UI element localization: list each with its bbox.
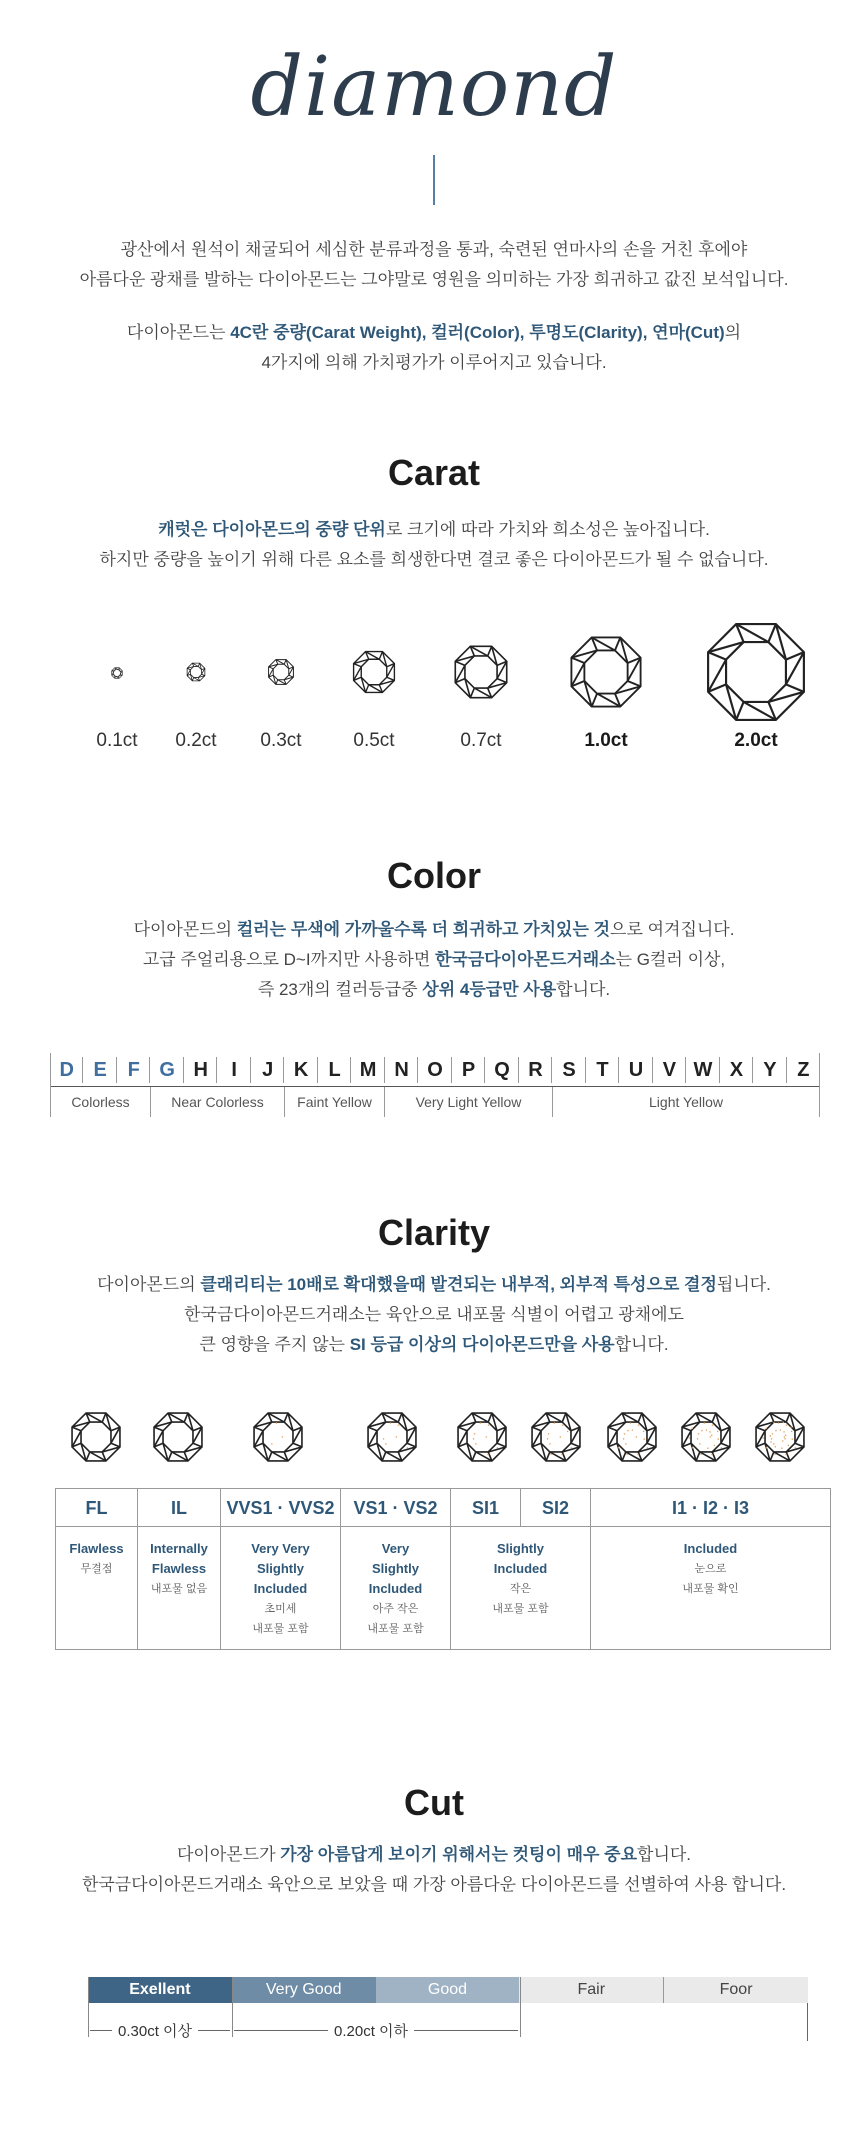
color-letters xyxy=(50,1053,820,1087)
cut-line1-post: 합니다. xyxy=(637,1845,692,1864)
clarity-cell-i xyxy=(591,1527,830,1649)
color-letter-f: F xyxy=(117,1053,150,1086)
clarity-table-header xyxy=(56,1489,830,1527)
clarity-ko-si: 작은 내포물 포함 xyxy=(492,1583,549,1615)
clarity-diamond-7 xyxy=(679,1410,733,1469)
clarity-head-si1: SI1 xyxy=(451,1489,521,1526)
clarity-en-i: Included xyxy=(683,1541,738,1556)
carat-line-2: 하지만 중량을 높이기 위해 다른 요소를 희생한다면 결코 좋은 다이아몬드가 될 수 없습니다. xyxy=(99,550,769,569)
clarity-diamond-3 xyxy=(365,1410,419,1469)
clarity-diamond-8 xyxy=(753,1410,807,1469)
color-line1-highlight: 컬러는 무색에 가까울수록 더 희귀하고 가치있는 것 xyxy=(236,920,611,939)
carat-label-5: 1.0ct xyxy=(584,730,628,751)
carat-diamond-4 xyxy=(452,643,510,706)
carat-diamond-1 xyxy=(186,662,206,687)
diamond-icon xyxy=(452,643,510,701)
color-letter-q: Q xyxy=(485,1053,518,1086)
color-line2-pre: 고급 주얼리용으로 D~I까지만 사용하면 xyxy=(142,950,435,969)
clarity-line3-pre: 큰 영향을 주지 않는 xyxy=(199,1335,350,1354)
clarity-table-body xyxy=(56,1527,830,1649)
clarity-en-fl: Flawless xyxy=(69,1541,124,1556)
diamond-icon xyxy=(111,667,123,679)
fourc-post: 의 xyxy=(724,323,742,342)
color-line-1 xyxy=(0,915,868,945)
clarity-en-vs: Very Slightly Included xyxy=(368,1541,423,1596)
clarity-head-il: IL xyxy=(138,1489,221,1526)
color-group-light-yellow: Light Yellow xyxy=(552,1087,820,1117)
color-letter-x: X xyxy=(720,1053,753,1086)
clarity-line1-post: 됩니다. xyxy=(716,1275,771,1294)
diamond-icon xyxy=(753,1410,807,1464)
cut-grade-very-good: Very Good xyxy=(232,1977,376,2003)
clarity-head-si2: SI2 xyxy=(521,1489,591,1526)
clarity-head-vvs: VVS1 · VVS2 xyxy=(221,1489,341,1526)
clarity-line-1 xyxy=(0,1270,868,1300)
diamond-icon xyxy=(702,618,810,726)
carat-label-3: 0.5ct xyxy=(353,730,395,751)
color-line2-highlight: 한국금다이아몬드거래소 xyxy=(434,950,616,969)
clarity-diamond-0 xyxy=(69,1410,123,1469)
color-letter-g: G xyxy=(150,1053,183,1086)
color-letter-v: V xyxy=(653,1053,686,1086)
clarity-line-2: 한국금다이아몬드거래소는 육안으로 내포물 식별이 어렵고 광채에도 xyxy=(184,1305,684,1324)
carat-diamond-2 xyxy=(267,658,295,691)
diamond-icon xyxy=(351,649,397,695)
diamond-icon xyxy=(567,633,645,711)
color-letter-t: T xyxy=(586,1053,619,1086)
clarity-line3-post: 합니다. xyxy=(614,1335,669,1354)
color-line1-post: 으로 여겨집니다. xyxy=(610,920,735,939)
cut-line1-pre: 다이아몬드가 xyxy=(176,1845,281,1864)
clarity-ko-i: 눈으로 내포물 확인 xyxy=(682,1563,739,1595)
color-groups xyxy=(50,1087,820,1117)
color-line3-highlight: 상위 4등급만 사용 xyxy=(422,980,557,999)
clarity-title: Clarity xyxy=(377,1212,491,1253)
color-letter-l: L xyxy=(318,1053,351,1086)
color-letter-j: J xyxy=(251,1053,284,1086)
clarity-diamond-1 xyxy=(151,1410,205,1469)
clarity-head-fl: FL xyxy=(56,1489,138,1526)
clarity-line-3 xyxy=(0,1330,868,1360)
fourc-line-2: 4가지에 의해 가치평가가 이루어지고 있습니다. xyxy=(261,353,607,372)
clarity-line3-highlight: SI 등급 이상의 다이아몬드만을 사용 xyxy=(349,1335,615,1354)
color-group-faint-yellow: Faint Yellow xyxy=(284,1087,384,1117)
cut-grade-foor: Foor xyxy=(663,1977,808,2003)
clarity-line1-pre: 다이아몬드의 xyxy=(97,1275,201,1294)
color-letter-h: H xyxy=(184,1053,217,1086)
clarity-en-il: Internally Flawless xyxy=(150,1541,208,1576)
clarity-ko-il: 내포물 없음 xyxy=(150,1583,208,1595)
carat-diamond-6 xyxy=(702,618,810,731)
cut-scale xyxy=(88,1977,808,2003)
color-letter-s: S xyxy=(552,1053,585,1086)
clarity-diamond-4 xyxy=(455,1410,509,1469)
color-letter-d: D xyxy=(50,1053,83,1086)
clarity-en-vvs: Very Very Slightly Included xyxy=(251,1541,310,1596)
fourc-pre: 다이아몬드는 xyxy=(126,323,231,342)
color-title: Color xyxy=(387,855,481,896)
color-line2-post: 는 G컬러 이상, xyxy=(615,950,726,969)
fourc-highlight: 4C란 중량(Carat Weight), 컬러(Color), 투명도(Clarity), 연마(Cut) xyxy=(230,323,725,342)
color-letter-e: E xyxy=(83,1053,116,1086)
cut-line1-highlight: 가장 아름답게 보이기 위해서는 컷팅이 매우 중요 xyxy=(280,1845,638,1864)
diamond-icon xyxy=(679,1410,733,1464)
clarity-cell-il xyxy=(138,1527,221,1649)
cut-line-2: 한국금다이아몬드거래소 육안으로 보았을 때 가장 아름다운 다이아몬드를 선별하여 사용 합니다. xyxy=(81,1875,787,1894)
intro-line-1: 광산에서 원석이 채굴되어 세심한 분류과정을 통과, 숙련된 연마사의 손을 거친 후에야 xyxy=(120,240,748,259)
diamond-icon xyxy=(151,1410,205,1464)
cut-range-label-2: 0.20ct 이하 xyxy=(328,2020,414,2041)
carat-title: Carat xyxy=(387,452,481,493)
clarity-text xyxy=(0,1270,868,1360)
clarity-ko-fl: 무결점 xyxy=(80,1563,113,1575)
color-letter-p: P xyxy=(452,1053,485,1086)
carat-label-4: 0.7ct xyxy=(460,730,502,751)
cut-tick-end xyxy=(520,1977,521,2037)
color-letters-wrap xyxy=(50,1053,820,1087)
carat-diamond-3 xyxy=(351,649,397,700)
color-line3-post: 합니다. xyxy=(556,980,611,999)
color-letter-u: U xyxy=(619,1053,652,1086)
color-group-colorless: Colorless xyxy=(50,1087,150,1117)
diamond-icon xyxy=(455,1410,509,1464)
color-letter-n: N xyxy=(385,1053,418,1086)
color-letter-o: O xyxy=(418,1053,451,1086)
clarity-cell-vs xyxy=(341,1527,451,1649)
diamond-icon xyxy=(529,1410,583,1464)
color-group-near-colorless: Near Colorless xyxy=(150,1087,284,1117)
cut-grade-excellent: Exellent xyxy=(88,1977,232,2003)
carat-diamond-0 xyxy=(111,666,123,684)
carat-label-6: 2.0ct xyxy=(734,730,778,751)
clarity-ko-vs: 아주 작은 내포물 포함 xyxy=(367,1603,424,1635)
color-line3-pre: 즉 23개의 컬러등급중 xyxy=(257,980,423,999)
cut-tick-mid xyxy=(232,1977,233,2037)
cut-range-label-1: 0.30ct 이상 xyxy=(112,2020,198,2041)
cut-line-1 xyxy=(0,1840,868,1870)
clarity-head-vs: VS1 · VS2 xyxy=(341,1489,451,1526)
color-letter-k: K xyxy=(284,1053,317,1086)
color-letter-i: I xyxy=(217,1053,250,1086)
clarity-diamond-5 xyxy=(529,1410,583,1469)
diamond-icon xyxy=(365,1410,419,1464)
clarity-cell-si xyxy=(451,1527,591,1649)
clarity-line1-highlight: 클래리티는 10배로 확대했을때 발견되는 내부적, 외부적 특성으로 결정 xyxy=(200,1275,717,1294)
color-line1-pre: 다이아몬드의 xyxy=(133,920,237,939)
color-letter-m: M xyxy=(351,1053,384,1086)
carat-highlight: 캐럿은 다이아몬드의 중량 단위 xyxy=(158,520,386,539)
carat-label-2: 0.3ct xyxy=(260,730,302,751)
diamond-logo: diamond xyxy=(250,40,618,135)
cut-tick-start xyxy=(88,1977,89,2037)
carat-diamond-5 xyxy=(567,633,645,716)
carat-label-0: 0.1ct xyxy=(96,730,138,751)
diamond-icon xyxy=(186,662,206,682)
clarity-diamond-2 xyxy=(251,1410,305,1469)
cut-text xyxy=(0,1840,868,1900)
clarity-cell-fl xyxy=(56,1527,138,1649)
color-scale xyxy=(50,1053,820,1117)
cut-grade-good: Good xyxy=(376,1977,520,2003)
color-letter-z: Z xyxy=(797,1059,810,1081)
intro-line-2: 아름다운 광채를 발하는 다이아몬드는 그야말로 영원을 의미하는 가장 희귀하고 값진 보석입니다. xyxy=(79,270,789,289)
cut-grade-fair: Fair xyxy=(519,1977,663,2003)
carat-label-1: 0.2ct xyxy=(175,730,217,751)
color-line-3 xyxy=(0,975,868,1005)
clarity-ko-vvs: 초미세 내포물 포함 xyxy=(252,1603,309,1635)
diamond-icon xyxy=(69,1410,123,1464)
color-text xyxy=(0,915,868,1005)
cut-title: Cut xyxy=(404,1782,464,1823)
clarity-cell-vvs xyxy=(221,1527,341,1649)
diamond-icon xyxy=(267,658,295,686)
color-line-2 xyxy=(0,945,868,975)
carat-line1-post: 로 크기에 따라 가치와 희소성은 높아집니다. xyxy=(385,520,710,539)
color-letter-y: Y xyxy=(753,1053,786,1086)
clarity-en-si: Slightly Included xyxy=(493,1541,548,1576)
diamond-icon xyxy=(605,1410,659,1464)
color-letter-r: R xyxy=(519,1053,552,1086)
clarity-table xyxy=(55,1488,831,1650)
diamond-icon xyxy=(251,1410,305,1464)
color-group-very-light-yellow: Very Light Yellow xyxy=(384,1087,552,1117)
clarity-head-i: I1 · I2 · I3 xyxy=(671,1498,750,1518)
color-letter-w: W xyxy=(686,1053,719,1086)
clarity-diamond-6 xyxy=(605,1410,659,1469)
